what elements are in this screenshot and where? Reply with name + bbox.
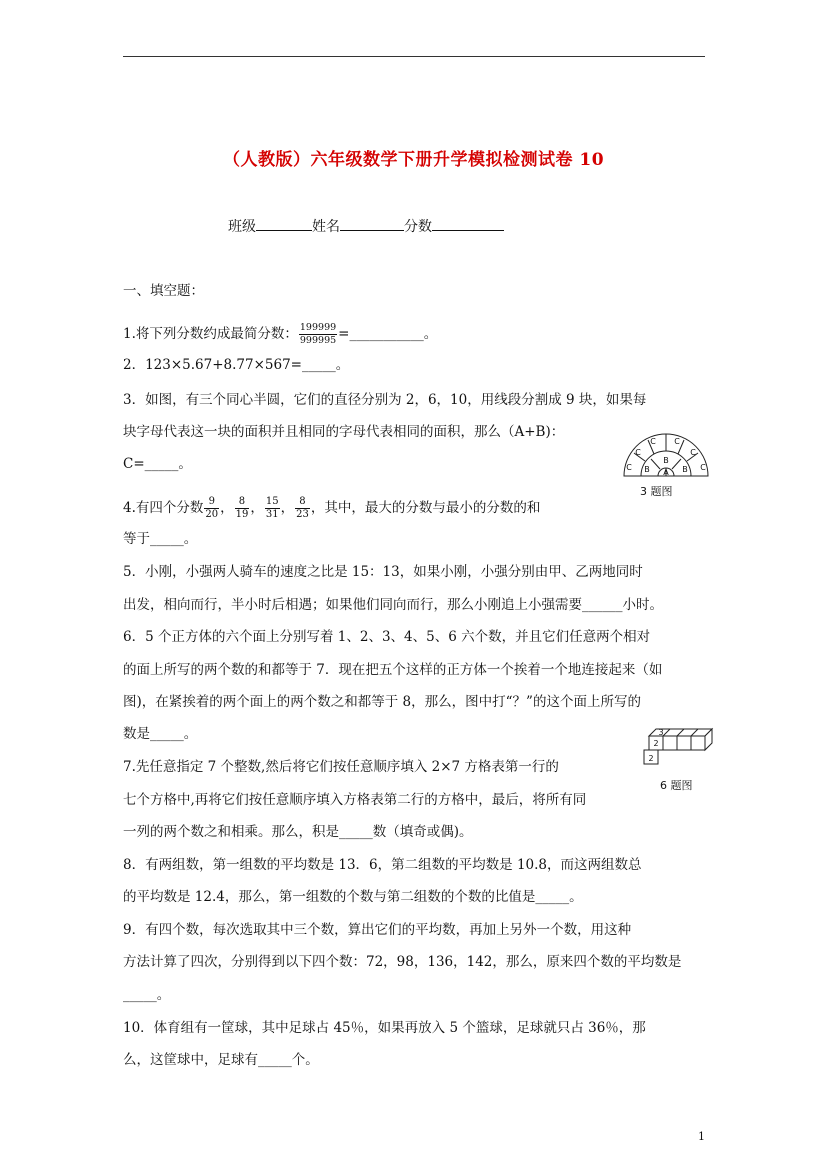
question-9-line-3: _____。 <box>123 987 171 1003</box>
cube-label-1: 2 <box>653 739 659 748</box>
question-4-line-2: 等于_____。 <box>123 531 198 547</box>
middle-divider-right <box>672 459 681 469</box>
class-blank <box>256 216 312 231</box>
middle-divider-left <box>651 459 660 469</box>
fig3-caption: 3 题图 <box>640 485 673 498</box>
q4-prefix: 4.有四个分数 <box>123 500 204 516</box>
fig3-letter-c6: C <box>700 463 706 472</box>
question-5-line-1: 5．小刚，小强两人骑车的速度之比是 15：13，如果小刚，小强分别由甲、乙两地同时 <box>123 564 643 580</box>
question-3-line-3: C=_____。 <box>123 456 192 472</box>
q4-sep-3: ， <box>280 500 295 516</box>
question-7-line-1: 7.先任意指定 7 个整数,然后将它们按任意顺序填入 2×7 方格表第一行的 <box>123 759 559 775</box>
fig3-letter-b3: B <box>682 465 688 474</box>
fig3-letter-b2: B <box>663 456 669 465</box>
q4-fraction-3 <box>265 496 280 521</box>
fig3-letter-c4: C <box>674 437 680 446</box>
question-1 <box>123 322 437 347</box>
q4-sep-2: ， <box>250 500 264 516</box>
page-number: 1 <box>698 1130 705 1143</box>
question-7-line-2: 七个方格中,再将它们按任意顺序填入方格表第二行的方格中，最后，将所有同 <box>123 792 587 808</box>
q4-fraction-2-num: 8 <box>235 496 250 509</box>
question-8-line-1: 8．有两组数，第一组数的平均数是 13．6，第二组数的平均数是 10.8，而这两组数总 <box>123 857 642 873</box>
question-4 <box>123 496 540 521</box>
score-blank <box>432 216 504 231</box>
cube-label-2: 3 <box>658 728 664 737</box>
score-label: 分数 <box>404 219 432 235</box>
question-3-line-2: 块字母代表这一块的面积并且相同的字母代表相同的面积，那么（A+B)： <box>123 424 565 440</box>
fig3-letter-a: A <box>663 468 669 477</box>
q4-fraction-1 <box>204 496 219 521</box>
semicircle-figure <box>620 430 712 480</box>
q4-suffix: ，其中，最大的分数与最小的分数的和 <box>310 500 541 516</box>
q1-prefix: 1.将下列分数约成最简分数： <box>123 326 298 342</box>
question-9-line-1: 9．有四个数，每次选取其中三个数，算出它们的平均数，再加上另外一个数，用这种 <box>123 922 632 938</box>
q4-fraction-1-num: 9 <box>204 496 219 509</box>
q4-fraction-2-den: 19 <box>235 509 249 520</box>
question-2: 2．123×5.67+8.77×567=_____。 <box>123 357 350 373</box>
cubes-figure <box>641 726 717 770</box>
question-5-line-2: 出发，相向而行，半小时后相遇；如果他们同向而行，那么小刚追上小强需要______小时。 <box>123 597 663 613</box>
question-8-line-2: 的平均数是 12.4，那么，第一组数的个数与第二组数的个数的比值是_____。 <box>123 889 583 905</box>
q4-fraction-4 <box>295 496 310 521</box>
q1-suffix: =___________。 <box>338 326 438 342</box>
fig3-letter-b1: B <box>644 465 650 474</box>
question-3-line-1: 3．如图，有三个同心半圆，它们的直径分别为 2，6，10，用线段分割成 9 块，如果每 <box>123 392 647 408</box>
fig3-letter-c2: C <box>635 448 641 457</box>
class-label: 班级 <box>228 219 256 235</box>
question-6-line-2: 的面上所写的两个数的和都等于 7．现在把五个这样的正方体一个挨着一个地连接起来（如 <box>123 662 663 678</box>
question-6-line-3: 图)，在紧挨着的两个面上的两个数之和都等于 8，那么，图中打“？”的这个面上所写的 <box>123 694 641 710</box>
student-info-line <box>228 216 504 236</box>
fig3-letter-c1: C <box>626 463 632 472</box>
question-10-line-1: 10．体育组有一筐球，其中足球占 45％，如果再放入 5 个篮球，足球就只占 36％，那 <box>123 1020 646 1036</box>
q4-fraction-2 <box>235 496 250 521</box>
fig6-caption: 6 题图 <box>660 779 693 792</box>
q4-fraction-3-num: 15 <box>265 496 279 507</box>
document-title: （人教版）六年级数学下册升学模拟检测试卷 10 <box>222 150 605 170</box>
q4-sep-1: ， <box>220 500 234 516</box>
q1-denominator: 999995 <box>299 335 337 346</box>
question-9-line-2: 方法计算了四次，分别得到以下四个数：72，98，136，142，那么，原来四个数的平均数是 <box>123 954 682 970</box>
question-10-line-2: 么，这筐球中，足球有_____个。 <box>123 1052 319 1068</box>
q1-numerator: 199999 <box>299 322 337 333</box>
question-6-line-4: 数是_____。 <box>123 726 198 742</box>
fig3-letter-c5: C <box>690 448 696 457</box>
question-6-line-1: 6．5 个正方体的六个面上分别写着 1、2、3、4、5、6 六个数，并且它们任意两个相对 <box>123 629 651 645</box>
header-rule <box>123 56 705 57</box>
q1-fraction <box>299 322 337 347</box>
q4-fraction-3-den: 31 <box>265 509 279 520</box>
q4-fraction-1-den: 20 <box>205 509 219 520</box>
cube-label-3: 2 <box>648 754 654 763</box>
fig3-letter-c3: C <box>650 437 656 446</box>
section-heading: 一、填空题： <box>123 283 204 299</box>
question-7-line-3: 一列的两个数之和相乘。那么，积是_____数（填奇或偶)。 <box>123 824 473 840</box>
name-label: 姓名 <box>312 219 340 235</box>
q4-fraction-4-den: 23 <box>296 509 309 520</box>
q4-fraction-4-num: 8 <box>295 496 310 509</box>
name-blank <box>340 216 404 231</box>
